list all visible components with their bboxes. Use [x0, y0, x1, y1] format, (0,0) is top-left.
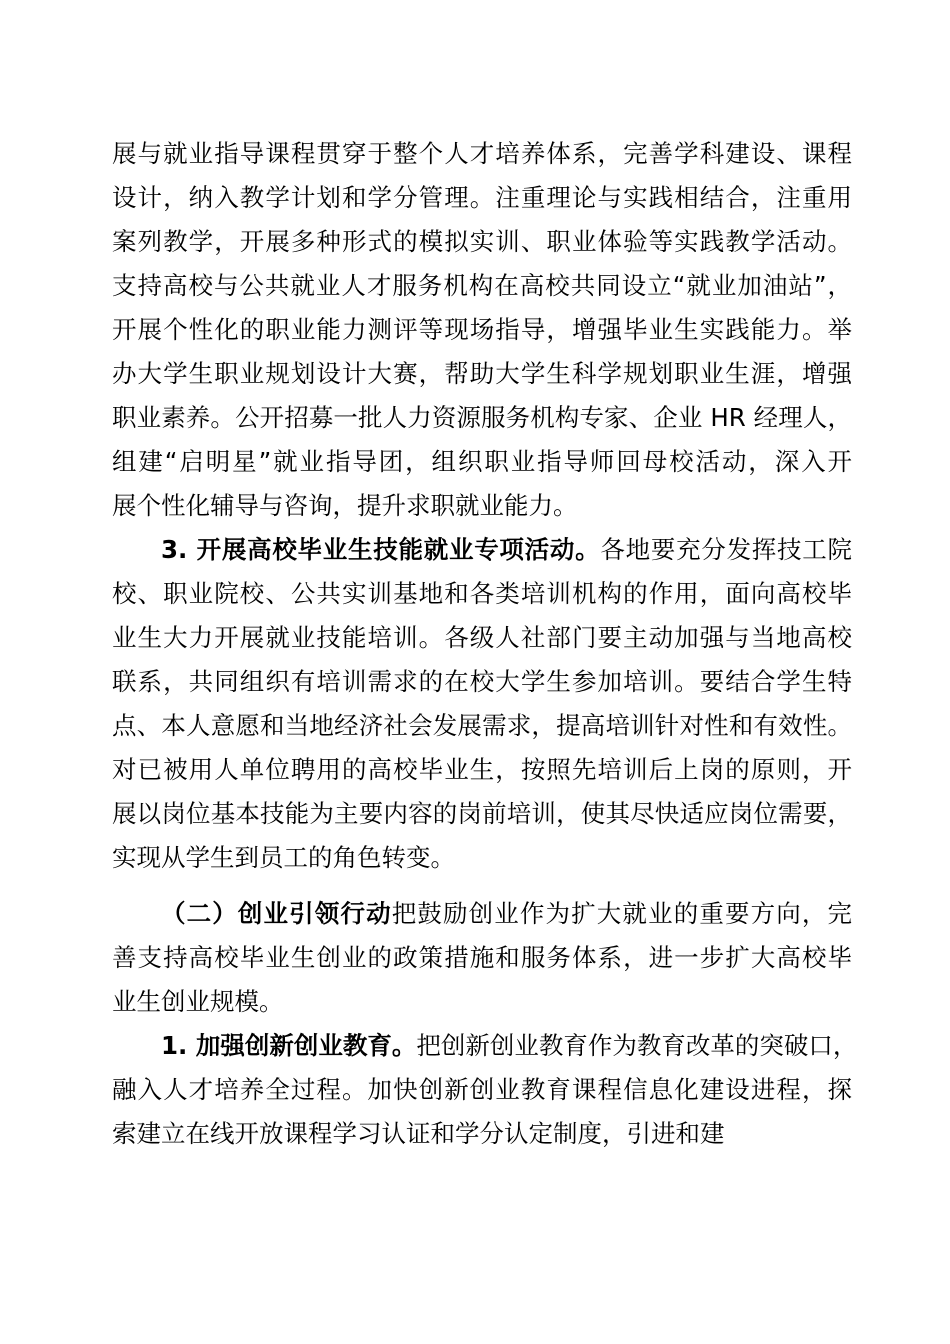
paragraph-3-line-1-rest: 把鼓励创业作为扩大就业的重要方向，完: [391, 899, 853, 928]
paragraph-4-line-2: 融入人才培养全过程。加快创新创业教育课程信息化建设进程，探: [112, 1075, 852, 1104]
paragraph-4-line-1-rest: 把创新创业教育作为教育改革的突破口，: [416, 1031, 858, 1060]
paragraph-1-line-1: 展与就业指导课程贯穿于整个人才培养体系，完善学科建设、课程: [112, 139, 852, 168]
paragraph-1-line-7: 职业素养。公开招募一批人力资源服务机构专家、企业 HR 经理人，: [112, 403, 852, 432]
section-heading-1: 1. 加强创新创业教育。: [161, 1031, 417, 1060]
paragraph-2-line-7: 展以岗位基本技能为主要内容的岗前培训，使其尽快适应岗位需要，: [112, 799, 852, 828]
paragraph-1-line-6: 办大学生职业规划设计大赛，帮助大学生科学规划职业生涯，增强: [112, 359, 852, 388]
paragraph-1-line-5: 开展个性化的职业能力测评等现场指导，增强毕业生实践能力。举: [112, 315, 852, 344]
paragraph-2-line-6: 对已被用人单位聘用的高校毕业生，按照先培训后上岗的原则，开: [112, 755, 852, 784]
paragraph-2-line-2: 校、职业院校、公共实训基地和各类培训机构的作用，面向高校毕: [112, 579, 852, 608]
paragraph-1-line-4: 支持高校与公共就业人才服务机构在高校共同设立“就业加油站”，: [112, 271, 852, 300]
section-heading-2: （二）创业引领行动: [161, 899, 392, 928]
paragraph-2-line-3: 业生大力开展就业技能培训。各级人社部门要主动加强与当地高校: [112, 623, 852, 652]
paragraph-1-line-9: 展个性化辅导与咨询，提升求职就业能力。: [112, 491, 578, 520]
paragraph-2-line-1: [161, 534, 852, 566]
paragraph-3-line-3: 业生创业规模。: [112, 987, 284, 1016]
paragraph-1-line-3: 案列教学，开展多种形式的模拟实训、职业体验等实践教学活动。: [112, 227, 852, 256]
paragraph-4-line-1: [161, 1030, 858, 1062]
paragraph-4-line-3: 索建立在线开放课程学习认证和学分认定制度，引进和建: [112, 1119, 725, 1148]
paragraph-2-line-4: 联系，共同组织有培训需求的在校大学生参加培训。要结合学生特: [112, 667, 852, 696]
paragraph-3-line-1: [161, 898, 852, 930]
paragraph-1-line-8: 组建“启明星”就业指导团，组织职业指导师回母校活动，深入开: [112, 447, 852, 476]
paragraph-2-line-5: 点、本人意愿和当地经济社会发展需求，提高培训针对性和有效性。: [112, 711, 852, 740]
paragraph-3-line-2: 善支持高校毕业生创业的政策措施和服务体系，进一步扩大高校毕: [112, 943, 852, 972]
paragraph-2-line-1-rest: 各地要充分发挥技工院: [600, 535, 853, 564]
paragraph-2-line-8: 实现从学生到员工的角色转变。: [112, 843, 455, 872]
section-heading-3: 3. 开展高校毕业生技能就业专项活动。: [161, 535, 601, 564]
paragraph-1-line-2: 设计，纳入教学计划和学分管理。注重理论与实践相结合，注重用: [112, 183, 852, 212]
